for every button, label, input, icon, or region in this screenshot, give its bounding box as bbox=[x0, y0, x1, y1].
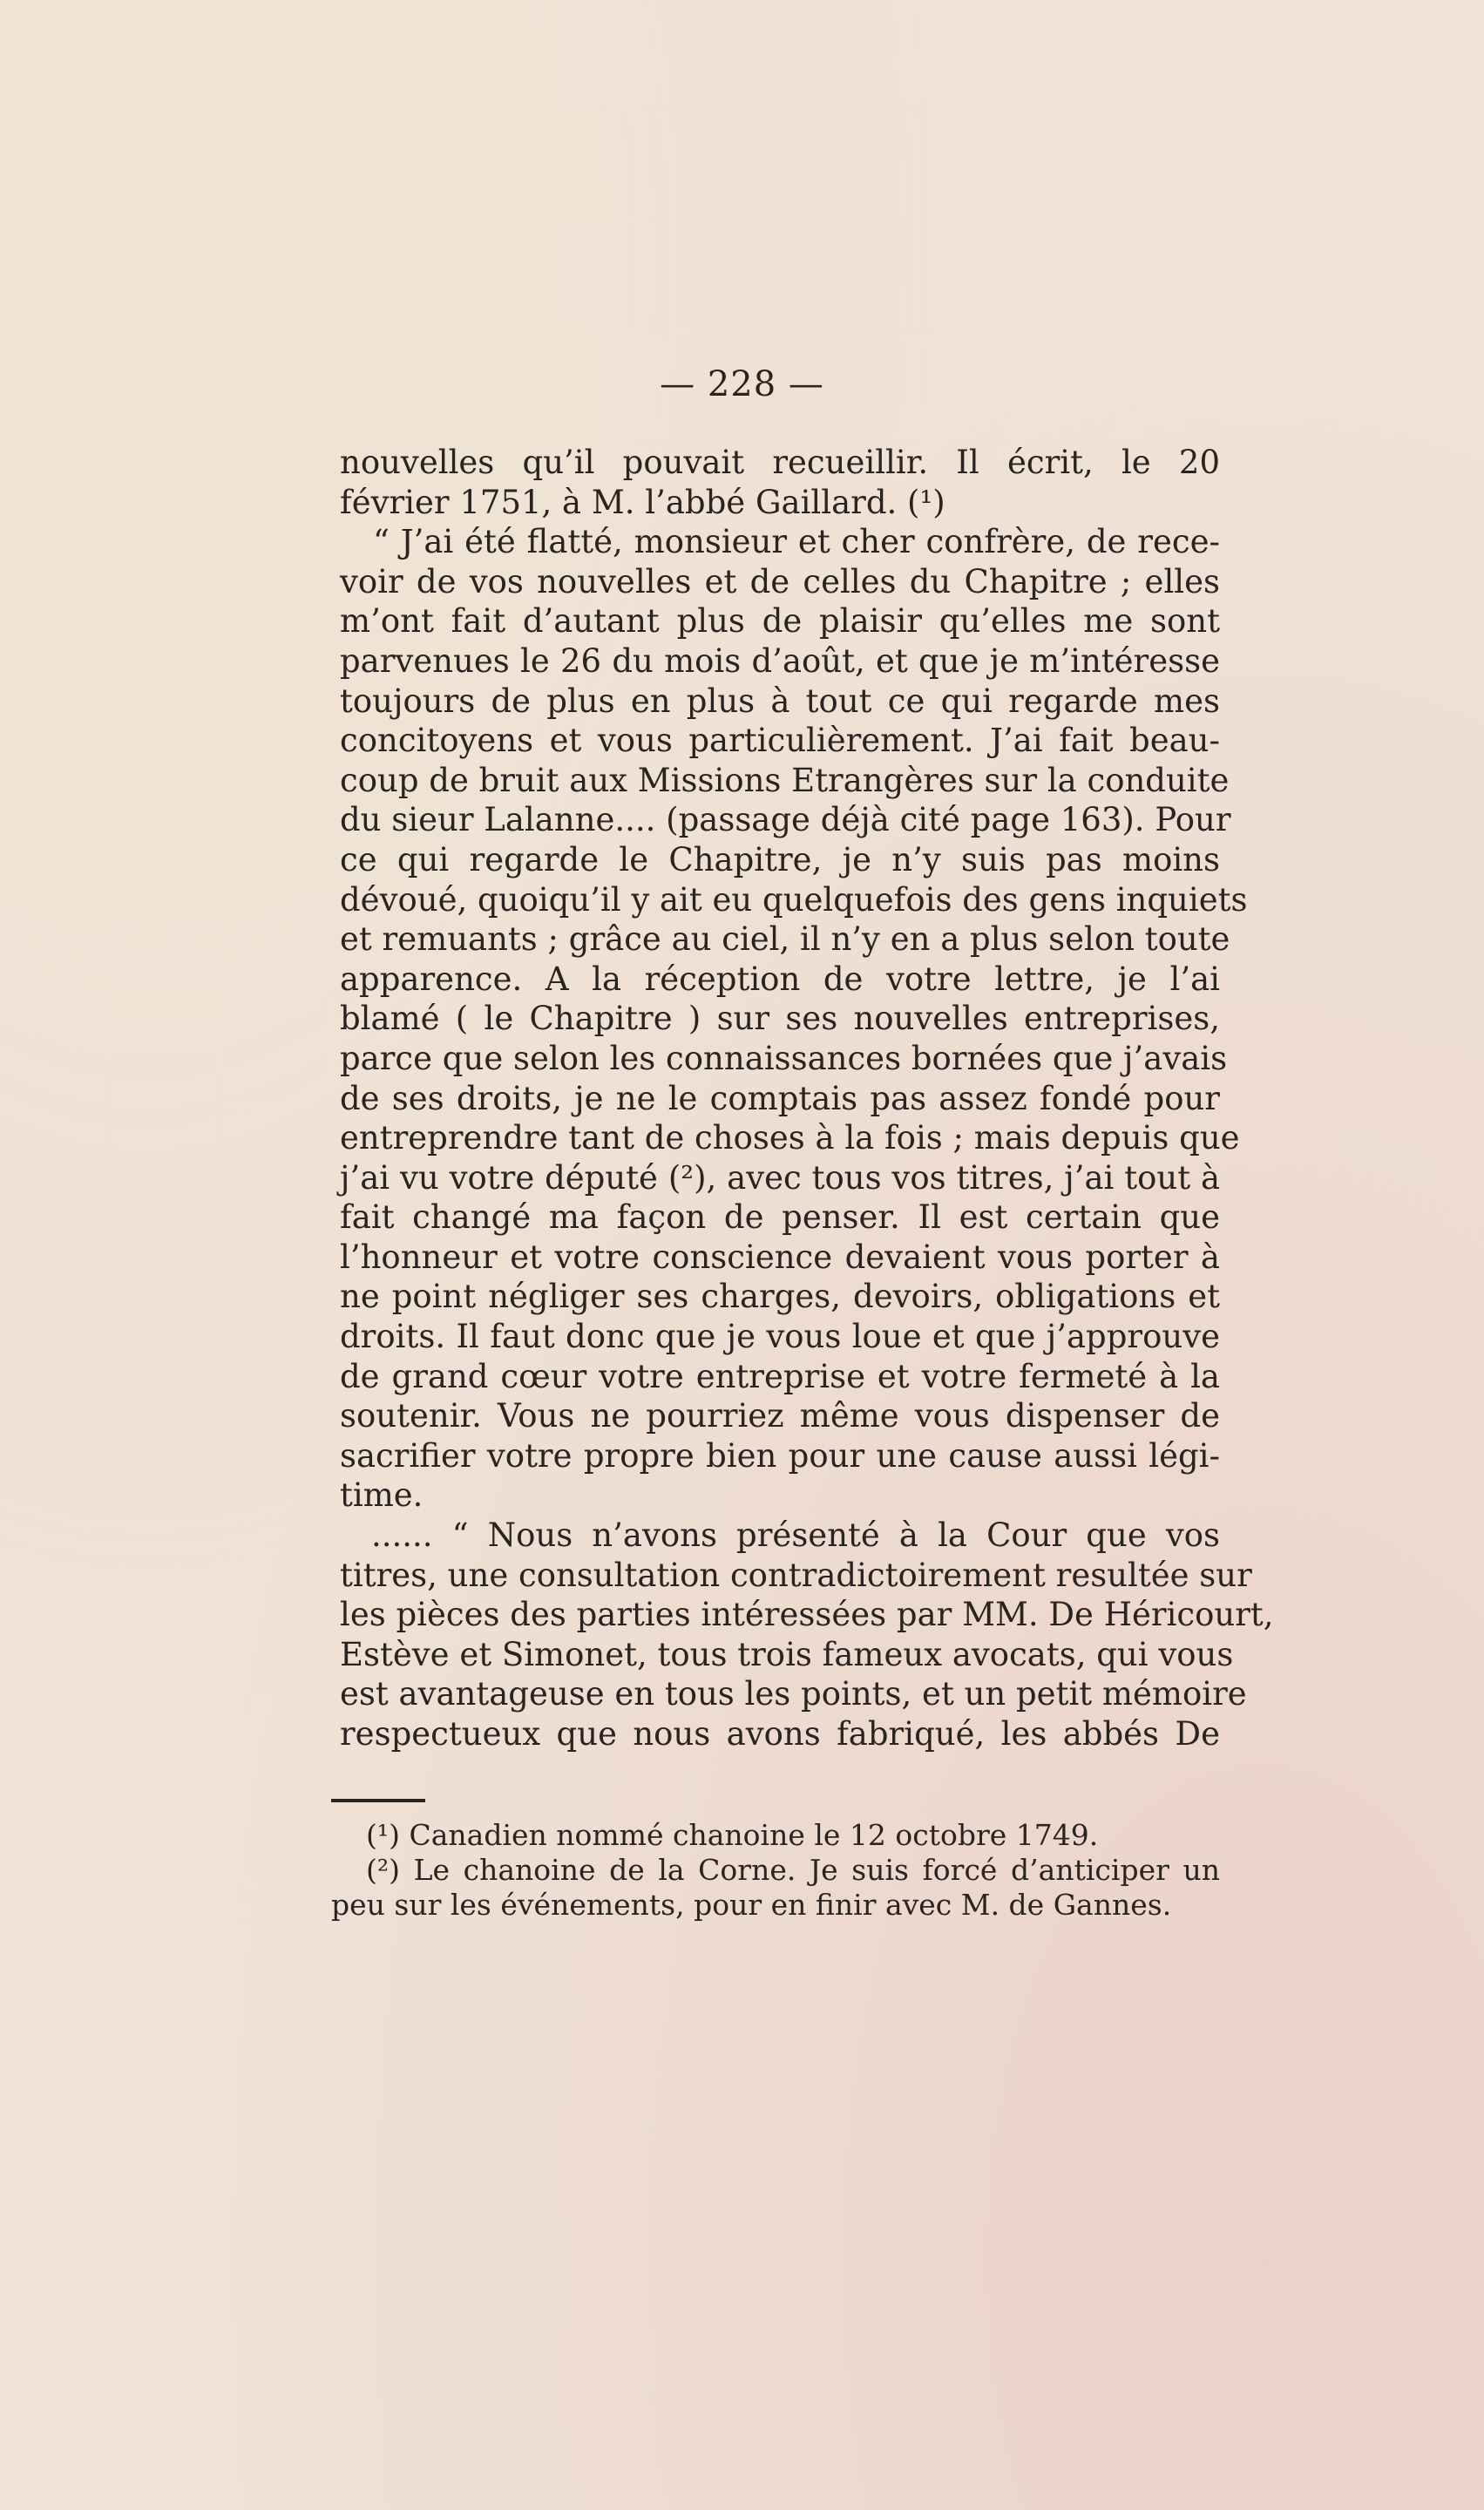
text-line: ce qui regarde le Chapitre, je n’y suis pas moins bbox=[340, 840, 1220, 878]
text-line: time. bbox=[340, 1476, 424, 1515]
text-line: dévoué, quoiqu’il y ait eu quelquefois des gens inquiets bbox=[340, 880, 1248, 919]
text-line: nouvelles qu’il pouvait recueillir. Il écrit, le 20 bbox=[340, 444, 1220, 481]
text-line: respectueux que nous avons fabriqué, les abbés De bbox=[340, 1715, 1220, 1753]
text-line: Estève et Simonet, tous trois fameux avocats, qui vous bbox=[340, 1635, 1234, 1673]
text-line: voir de vos nouvelles et de celles du Chapitre ; elles bbox=[340, 562, 1220, 600]
text-line: apparence. A la réception de votre lettre, je l’ai bbox=[340, 960, 1220, 998]
text-line: de ses droits, je ne le comptais pas assez fondé pour bbox=[340, 1079, 1220, 1117]
text-line: ...... “ Nous n’avons présenté à la Cour que vos bbox=[371, 1516, 1220, 1555]
text-line: entreprendre tant de choses à la fois ; mais depuis que bbox=[340, 1119, 1240, 1157]
text-line: m’ont fait d’autant plus de plaisir qu’elles me sont bbox=[340, 602, 1220, 641]
text-line: fait changé ma façon de penser. Il est certain que bbox=[340, 1198, 1220, 1237]
footnote-1: (¹) Canadien nommé chanoine le 12 octobre 1749. bbox=[366, 1818, 1099, 1852]
text-line: coup de bruit aux Missions Etrangères sur la conduite bbox=[340, 761, 1230, 799]
text-line: sacrifier votre propre bien pour une cause aussi légi- bbox=[340, 1436, 1220, 1475]
text-line: “ J’ai été flatté, monsieur et cher confrère, de rece- bbox=[373, 523, 1220, 561]
text-line: droits. Il faut donc que je vous loue et que j’approuve bbox=[340, 1318, 1220, 1356]
text-line: ne point négliger ses charges, devoirs, obligations et bbox=[340, 1278, 1220, 1316]
text-line: blamé ( le Chapitre ) sur ses nouvelles entreprises, bbox=[340, 1000, 1220, 1038]
text-line: février 1751, à M. l’abbé Gaillard. (¹) bbox=[340, 483, 945, 521]
text-line: est avantageuse en tous les points, et un petit mémoire bbox=[340, 1675, 1247, 1713]
footnote-2-continued: peu sur les événements, pour en finir avec M. de Gannes. bbox=[331, 1888, 1172, 1922]
page-number: — 228 — bbox=[660, 364, 824, 404]
text-line: j’ai vu votre député (²), avec tous vos titres, j’ai tout à bbox=[340, 1158, 1220, 1197]
text-line: soutenir. Vous ne pourriez même vous dispenser de bbox=[340, 1397, 1220, 1435]
text-line: de grand cœur votre entreprise et votre fermeté à la bbox=[340, 1357, 1220, 1395]
footnotes bbox=[331, 1818, 1220, 1923]
text-line: concitoyens et vous particulièrement. J’ai fait beau- bbox=[340, 722, 1220, 760]
body-text bbox=[340, 443, 1274, 1754]
text-line: les pièces des parties intéressées par MM. De Héricourt, bbox=[340, 1596, 1274, 1634]
footnote-rule bbox=[331, 1799, 425, 1802]
footnote-2: (²) Le chanoine de la Corne. Je suis forcé d’anticiper un bbox=[366, 1853, 1220, 1887]
text-line: titres, une consultation contradictoirement resultée sur bbox=[340, 1556, 1252, 1594]
text-line: parce que selon les connaissances bornées que j’avais bbox=[340, 1039, 1228, 1077]
text-line: parvenues le 26 du mois d’août, et que je m’intéresse bbox=[340, 641, 1220, 680]
text-line: toujours de plus en plus à tout ce qui regarde mes bbox=[340, 682, 1220, 720]
text-line: du sieur Lalanne.... (passage déjà cité page 163). Pour bbox=[340, 801, 1231, 839]
text-line: et remuants ; grâce au ciel, il n’y en a plus selon toute bbox=[340, 920, 1230, 959]
text-line: l’honneur et votre conscience devaient vous porter à bbox=[340, 1238, 1220, 1276]
